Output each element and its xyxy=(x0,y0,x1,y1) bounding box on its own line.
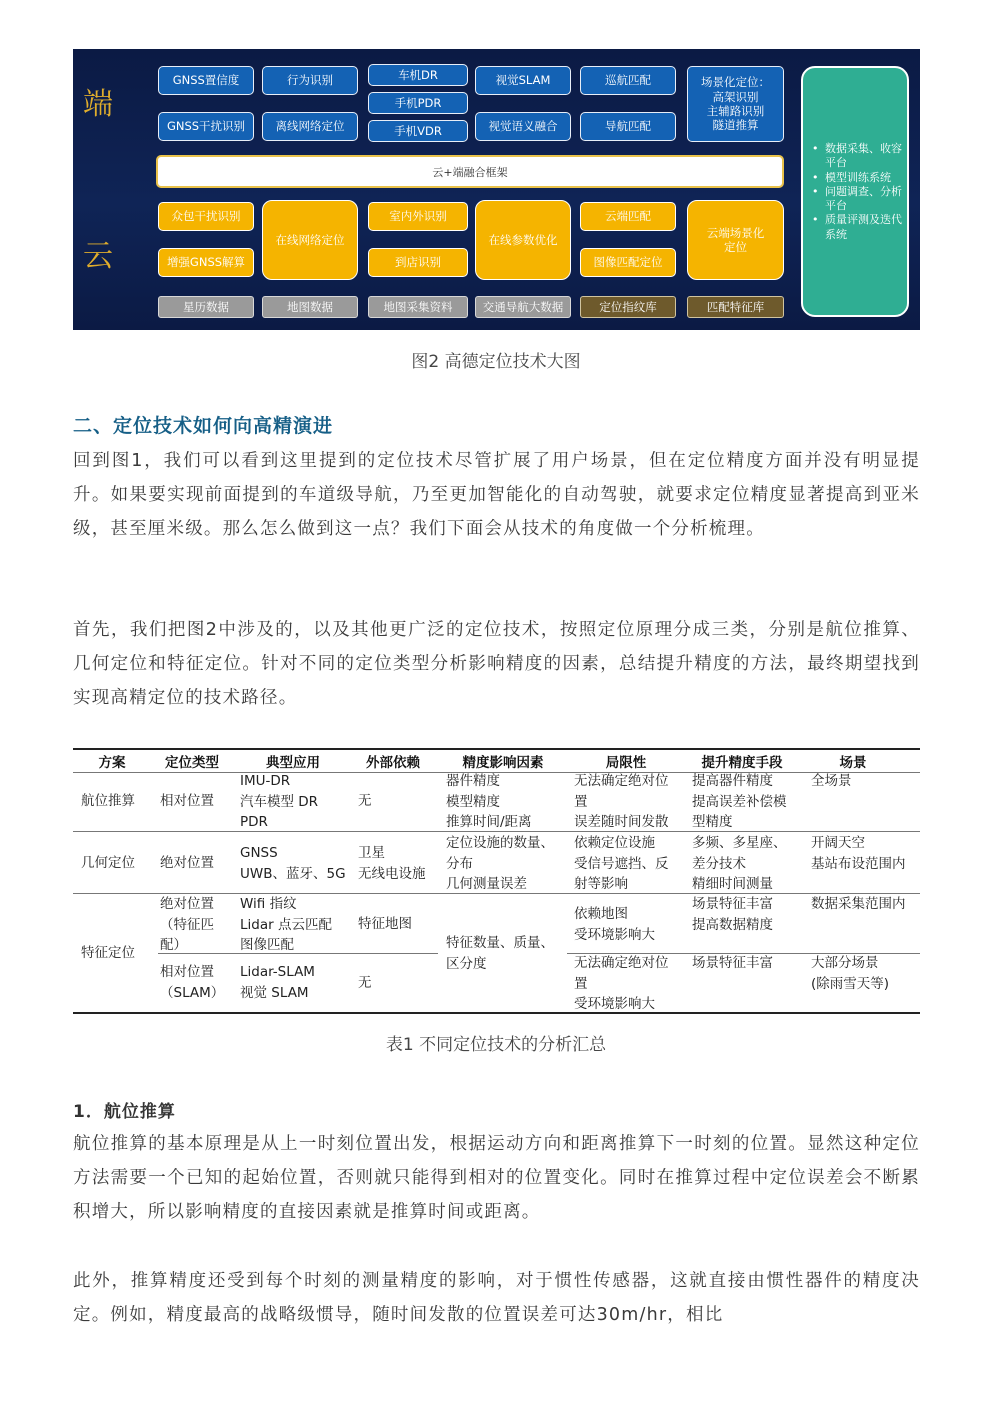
figure-caption: 图2 高德定位技术大图 xyxy=(411,352,581,372)
box-gnss-confidence: GNSS置信度 xyxy=(158,66,254,95)
cell-improve: 场景特征丰富 xyxy=(692,955,773,971)
factor-line: 定位设施的数量、 xyxy=(446,835,554,851)
platform-item: • 问题调查、分析平台 xyxy=(811,185,903,214)
box-cruise-match: 巡航匹配 xyxy=(580,66,676,95)
limit-line: 无法确定绝对位 xyxy=(574,773,669,789)
table-header: 定位类型 xyxy=(165,755,219,771)
data-map: 地图数据 xyxy=(262,296,358,318)
table-header: 精度影响因素 xyxy=(462,755,544,771)
subsection-heading: 1．航位推算 xyxy=(73,1102,176,1122)
box-online-network: 在线网络定位 xyxy=(262,200,358,280)
paragraph: 首先，我们把图2中涉及的，以及其他更广泛的定位技术，按照定位原理分成三类，分别是航位推算、几何定位和特征定位。针对不同的定位类型分析影响精度的因素，总结提升精度的方法，最终期望找到实现高精定位的技术路径。 xyxy=(73,620,920,708)
factor-line: 区分度 xyxy=(446,955,487,972)
improve-line: 精细时间测量 xyxy=(692,876,773,892)
improve-line: 提高数据精度 xyxy=(692,916,773,933)
box-visual-slam: 视觉SLAM xyxy=(475,66,571,95)
type-line: 配） xyxy=(160,937,187,953)
factor-line: 分布 xyxy=(446,855,473,872)
limit-line: 无法确定绝对位 xyxy=(574,955,669,971)
cell-dependency: 无 xyxy=(358,793,372,809)
box-cloud-match: 云端匹配 xyxy=(580,202,676,231)
cell-scene xyxy=(811,833,906,874)
table-header: 外部依赖 xyxy=(366,755,420,771)
cell-type: 相对位置 xyxy=(160,793,214,809)
box-indoor-outdoor: 室内外识别 xyxy=(368,202,468,231)
box-offline-network: 离线网络定位 xyxy=(262,112,358,141)
table-header: 典型应用 xyxy=(266,755,320,771)
limit-line: 受信号遮挡、反 xyxy=(574,855,669,872)
cloud-terminal-fusion-bar: 云+端融合框架 xyxy=(156,155,784,188)
app-line: 汽车模型 DR xyxy=(240,793,319,810)
app-line: Wifi 指纹 xyxy=(240,896,297,912)
limit-line: 依赖定位设施 xyxy=(574,835,655,851)
limit-line: 置 xyxy=(574,793,588,810)
scene-line: 基站布设范围内 xyxy=(811,855,906,872)
cell-dependency: 无 xyxy=(358,975,372,991)
improve-line: 多频、多星座、 xyxy=(692,835,787,851)
limit-line: 受环境影响大 xyxy=(574,996,655,1012)
improve-line: 提高器件精度 xyxy=(692,773,773,789)
app-line: PDR xyxy=(240,814,268,830)
box-image-match: 图像匹配定位 xyxy=(580,248,676,277)
dep-line: 卫星 xyxy=(358,845,385,861)
box-car-dr: 车机DR xyxy=(368,64,468,86)
paragraph: 回到图1，我们可以看到这里提到的定位技术尽管扩展了用户场景，但在定位精度方面并没有明显提升。如果要实现前面提到的车道级导航，乃至更加智能化的自动驾驶，就要求定位精度显著提高到亚米级，甚至厘米级。那么怎么做到这一点？我们下面会从技术的角度做一个分析梳理。 xyxy=(73,451,920,539)
limit-line: 置 xyxy=(574,975,588,992)
cell-factors xyxy=(446,833,554,895)
table-caption: 表1 不同定位技术的分析汇总 xyxy=(385,1035,607,1055)
cell-improve xyxy=(692,771,787,833)
box-visual-semantic: 视觉语义融合 xyxy=(475,112,571,141)
table-header: 方案 xyxy=(98,755,126,771)
box-phone-vdr: 手机VDR xyxy=(368,120,468,142)
cell-scheme: 特征定位 xyxy=(81,945,135,961)
scene-line: (除雨雪天等) xyxy=(811,975,890,992)
cloud-scene-line: 定位 xyxy=(724,240,747,254)
platform-panel xyxy=(801,66,909,317)
scene-item: 隧道推算 xyxy=(712,118,759,133)
app-line: Lidar 点云匹配 xyxy=(240,916,332,933)
platform-item: • 质量评测及迭代系统 xyxy=(811,213,903,242)
limit-line: 受环境影响大 xyxy=(574,926,655,943)
cloud-scene-line: 云端场景化 xyxy=(706,225,765,240)
data-fingerprint: 定位指纹库 xyxy=(580,296,676,318)
cell-app xyxy=(240,962,315,1003)
data-feature-lib: 匹配特征库 xyxy=(687,296,784,318)
dep-line: 无线电设施 xyxy=(358,865,426,882)
app-line: 视觉 SLAM xyxy=(240,984,309,1001)
improve-line: 差分技术 xyxy=(692,855,746,872)
section-heading: 二、定位技术如何向高精演进 xyxy=(73,415,334,437)
box-nav-match: 导航匹配 xyxy=(580,112,676,141)
cell-type xyxy=(160,894,214,956)
cell-scene xyxy=(811,953,889,994)
type-line: （SLAM） xyxy=(160,984,225,1001)
platform-item: • 模型训练系统 xyxy=(811,171,903,185)
factor-line: 推算时间/距离 xyxy=(446,814,532,830)
scene-line: 开阔天空 xyxy=(811,835,865,851)
table-header: 提升精度手段 xyxy=(701,755,783,771)
cell-factors xyxy=(446,771,532,833)
paragraph: 此外，推算精度还受到每个时刻的测量精度的影响，对于惯性传感器，这就直接由惯性器件的精度决定。例如，精度最高的战略级惯导，随时间发散的位置误差可达30m/hr，相比 xyxy=(73,1271,920,1325)
improve-line: 场景特征丰富 xyxy=(692,896,773,912)
cell-improve xyxy=(692,894,773,935)
improve-line: 提高误差补偿模 xyxy=(692,793,787,810)
limit-line: 射等影响 xyxy=(574,876,628,892)
cell-scheme: 航位推算 xyxy=(81,793,135,809)
factor-line: 器件精度 xyxy=(446,773,500,789)
box-crowd-interference: 众包干扰识别 xyxy=(158,202,254,231)
table-header: 局限性 xyxy=(605,755,647,771)
box-cloud-scene xyxy=(687,200,784,280)
box-to-store: 到店识别 xyxy=(368,248,468,277)
type-line: （特征匹 xyxy=(160,916,214,933)
type-line: 绝对位置 xyxy=(160,896,214,912)
app-line: GNSS xyxy=(240,845,278,861)
paragraph: 航位推算的基本原理是从上一时刻位置出发，根据运动方向和距离推算下一时刻的位置。显然这种定位方法需要一个已知的起始位置，否则就只能得到相对的位置变化。同时在推算过程中定位误差会不断累积增大，所以影响精度的直接因素就是推算时间或距离。 xyxy=(73,1134,920,1222)
data-traffic-nav: 交通导航大数据 xyxy=(475,296,571,318)
cell-app xyxy=(240,771,318,833)
app-line: UWB、蓝牙、5G xyxy=(240,865,346,882)
cell-limits xyxy=(574,953,669,1015)
data-map-collection: 地图采集资料 xyxy=(368,296,468,318)
box-enhanced-gnss: 增强GNSS解算 xyxy=(158,248,254,277)
limit-line: 依赖地图 xyxy=(574,906,628,922)
data-ephemeris: 星历数据 xyxy=(158,296,254,318)
scene-title: 场景化定位： xyxy=(701,75,770,90)
cell-dependency xyxy=(358,843,426,884)
cell-limits xyxy=(574,904,655,945)
box-scene-positioning xyxy=(687,66,784,142)
terminal-label: 端 xyxy=(83,87,113,122)
improve-line: 型精度 xyxy=(692,814,733,830)
limit-line: 误差随时间发散 xyxy=(574,814,669,830)
factor-line: 模型精度 xyxy=(446,793,500,810)
factor-line: 几何测量误差 xyxy=(446,876,527,892)
cell-type xyxy=(160,962,224,1003)
box-behavior-recognition: 行为识别 xyxy=(262,66,358,95)
box-phone-pdr: 手机PDR xyxy=(368,92,468,114)
cell-app xyxy=(240,894,332,956)
table-header: 场景 xyxy=(839,755,867,771)
factor-line: 特征数量、质量、 xyxy=(446,935,554,951)
cell-factors xyxy=(446,933,554,974)
scene-line: 大部分场景 xyxy=(811,955,879,971)
cell-scene: 全场景 xyxy=(811,773,852,789)
app-line: IMU-DR xyxy=(240,773,291,789)
app-line: Lidar-SLAM xyxy=(240,964,315,980)
scene-item: 主辅路识别 xyxy=(706,104,765,118)
cell-limits xyxy=(574,771,669,833)
cell-improve xyxy=(692,833,787,895)
cell-scheme: 几何定位 xyxy=(81,855,135,871)
cell-type: 绝对位置 xyxy=(160,855,214,871)
box-online-param: 在线参数优化 xyxy=(475,200,571,280)
comparison-table xyxy=(73,748,920,1013)
cell-limits xyxy=(574,833,669,895)
type-line: 相对位置 xyxy=(160,964,214,980)
scene-item: 高架识别 xyxy=(712,89,759,104)
cloud-label: 云 xyxy=(83,239,113,274)
platform-item: • 数据采集、收容平台 xyxy=(811,142,903,171)
box-gnss-interference: GNSS干扰识别 xyxy=(158,112,254,141)
cell-dependency: 特征地图 xyxy=(358,916,412,932)
app-line: 图像匹配 xyxy=(240,937,294,953)
cell-app xyxy=(240,843,346,884)
cell-scene: 数据采集范围内 xyxy=(811,896,906,912)
